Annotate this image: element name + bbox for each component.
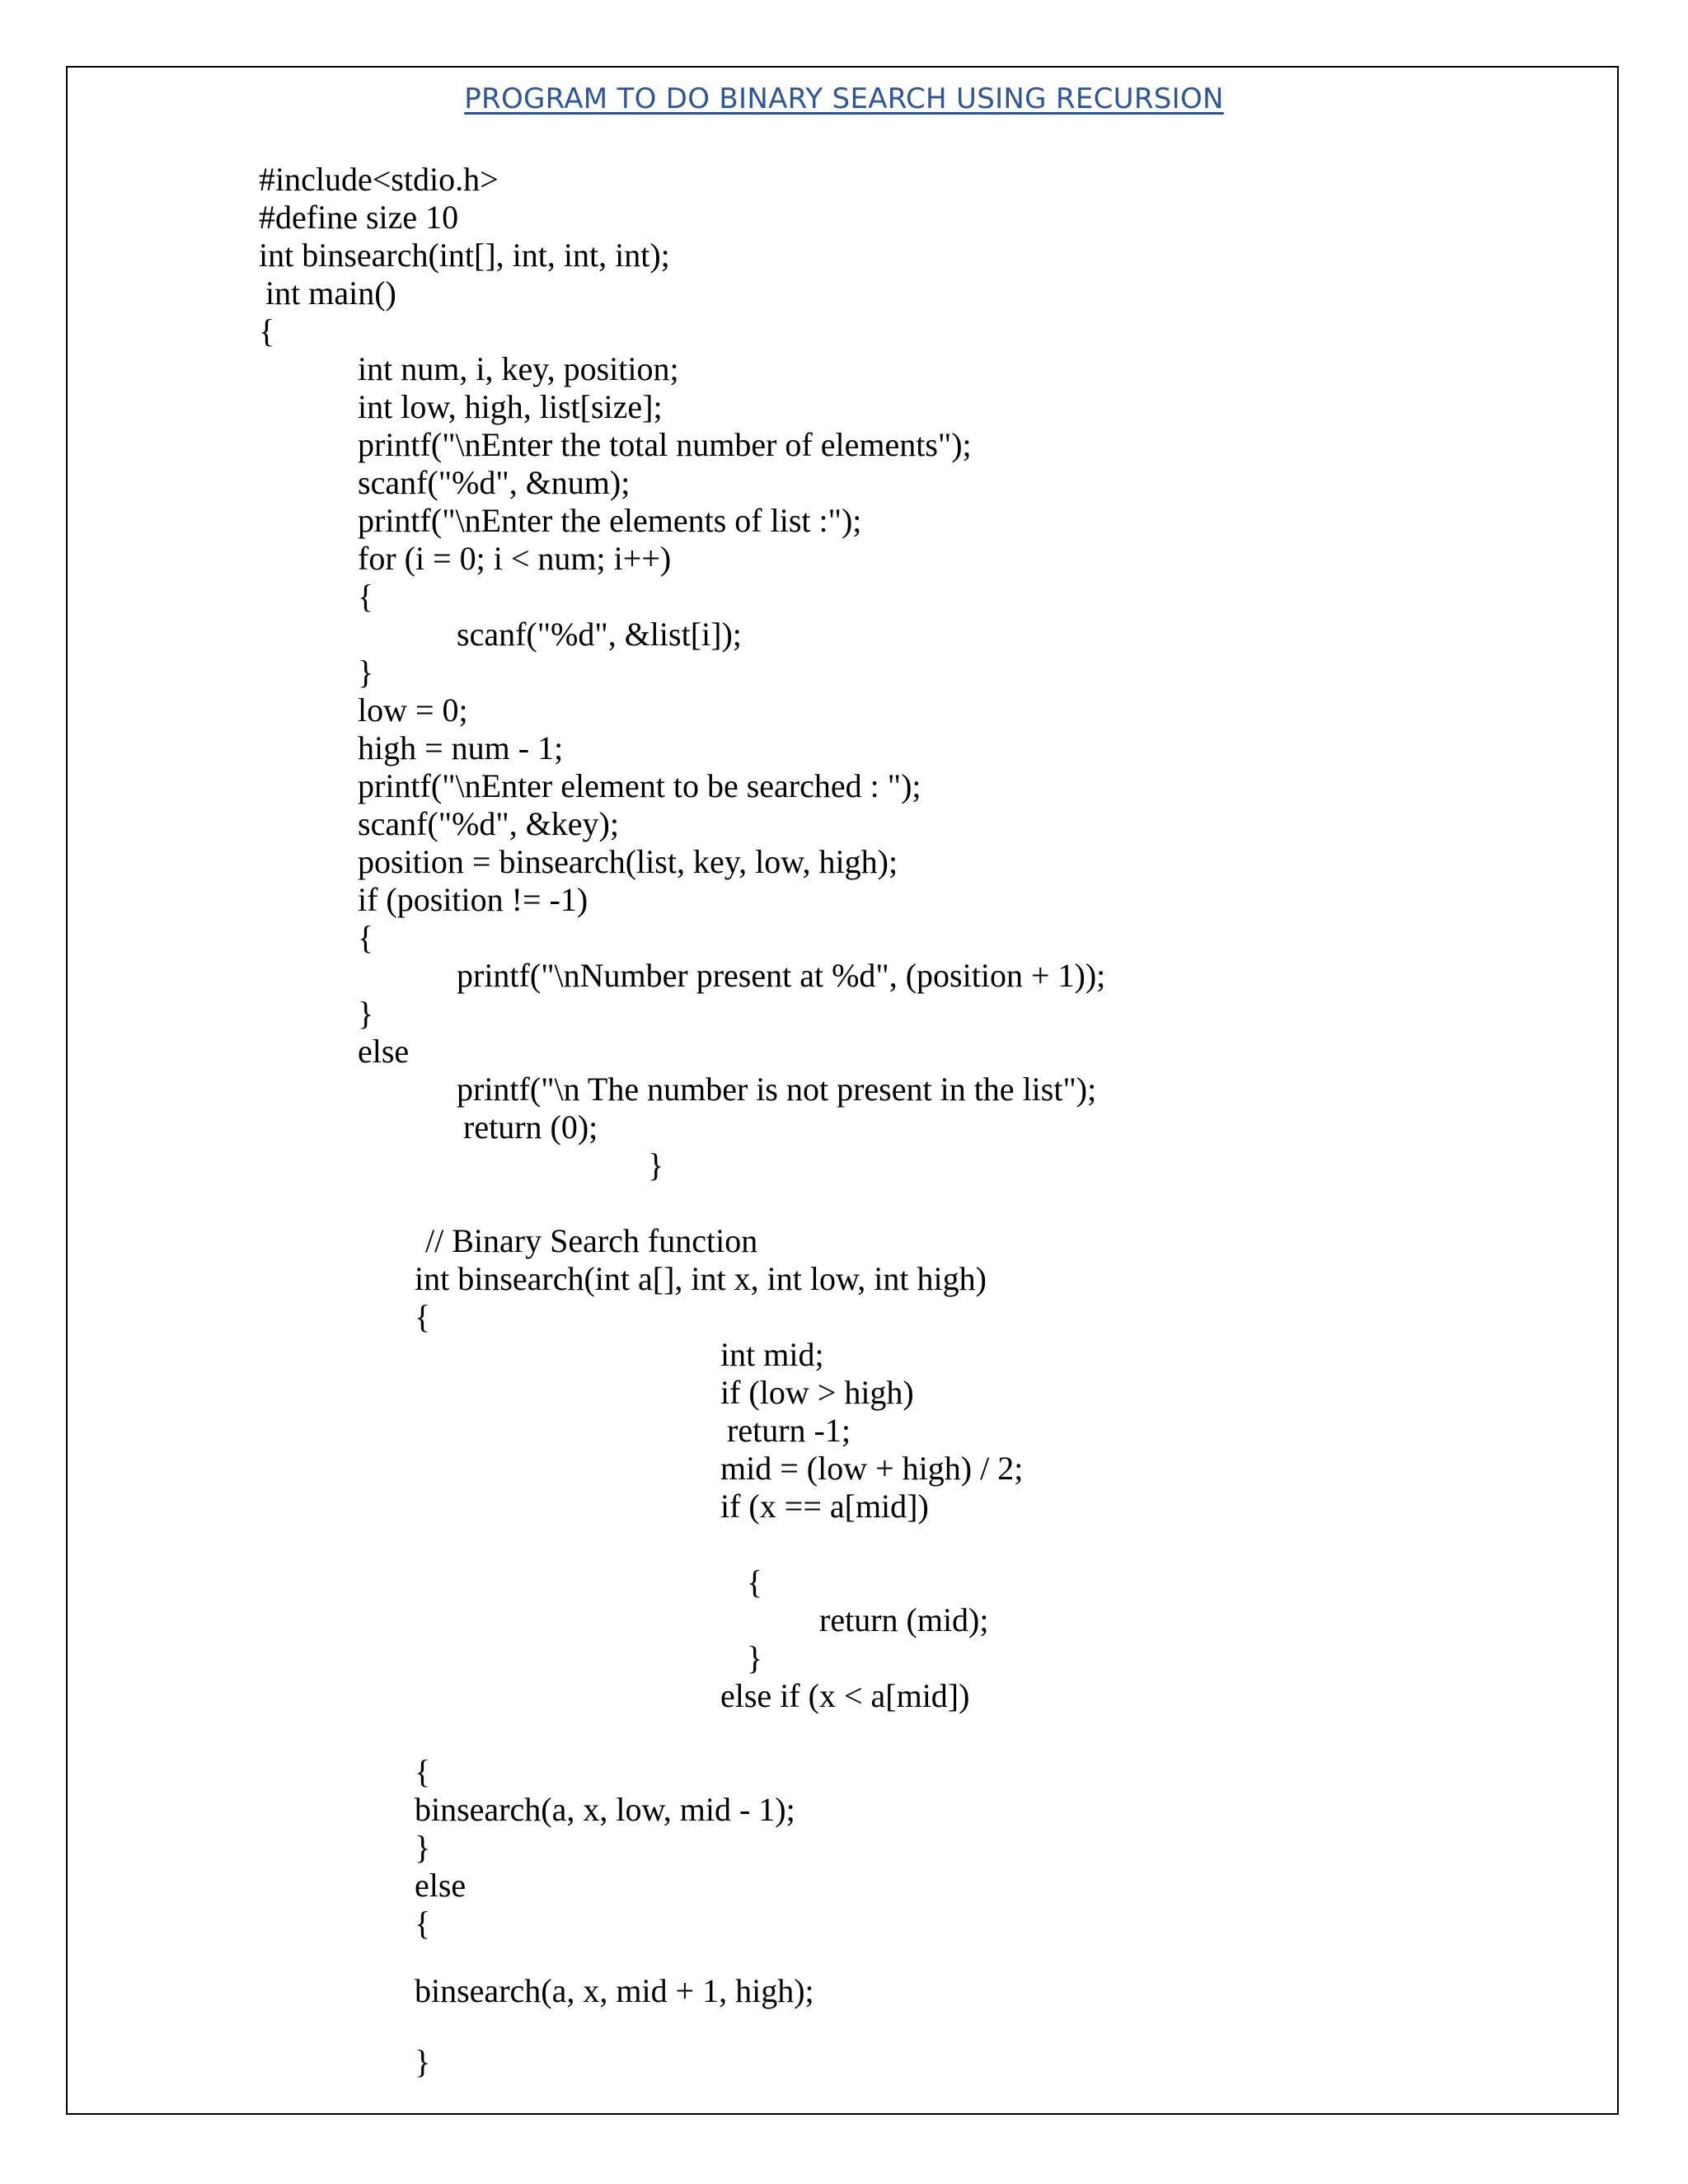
- code-line: int binsearch(int a[], int x, int low, int high): [415, 1260, 987, 1297]
- code-line: if (position != -1): [358, 881, 588, 918]
- code-line: int mid;: [720, 1336, 824, 1373]
- code-line: }: [648, 1146, 664, 1183]
- code-line: else: [358, 1033, 410, 1070]
- code-line: printf("\nEnter the elements of list :");: [358, 502, 862, 539]
- code-line: {: [358, 919, 374, 956]
- code-line: binsearch(a, x, mid + 1, high);: [415, 1972, 814, 2009]
- code-line: if (low > high): [720, 1374, 914, 1411]
- code-line: high = num - 1;: [358, 729, 564, 766]
- code-line: {: [259, 312, 275, 349]
- code-line: {: [415, 1753, 431, 1790]
- code-line: return (0);: [463, 1108, 598, 1146]
- code-line: low = 0;: [358, 691, 468, 729]
- code-line: #define size 10: [259, 199, 459, 236]
- code-line: }: [747, 1639, 763, 1676]
- code-line: int main(): [265, 274, 396, 312]
- code-line: {: [358, 578, 374, 615]
- code-line: scanf("%d", &num);: [358, 464, 631, 501]
- code-line: printf("\nEnter the total number of elements");: [358, 426, 972, 463]
- code-line: scanf("%d", &key);: [358, 805, 619, 842]
- code-line: }: [358, 995, 374, 1032]
- code-line: printf("\n The number is not present in the list");: [457, 1071, 1097, 1108]
- code-line: #include<stdio.h>: [259, 161, 499, 198]
- code-line: printf("\nNumber present at %d", (position + 1));: [457, 957, 1106, 994]
- code-line: }: [358, 654, 374, 691]
- code-line: scanf("%d", &list[i]);: [457, 616, 742, 653]
- code-line: binsearch(a, x, low, mid - 1);: [415, 1791, 795, 1828]
- code-line: return -1;: [727, 1412, 851, 1449]
- code-line: for (i = 0; i < num; i++): [358, 540, 672, 577]
- code-line: int low, high, list[size];: [358, 388, 663, 425]
- code-line: position = binsearch(list, key, low, high);: [358, 843, 898, 880]
- code-line: mid = (low + high) / 2;: [720, 1450, 1024, 1487]
- code-line: int binsearch(int[], int, int, int);: [259, 237, 670, 274]
- code-line: {: [747, 1563, 763, 1601]
- code-line: // Binary Search function: [425, 1222, 758, 1259]
- code-line: {: [415, 1298, 431, 1335]
- document-title: PROGRAM TO DO BINARY SEARCH USING RECURSION: [464, 82, 1224, 115]
- code-line: if (x == a[mid]): [720, 1488, 929, 1525]
- code-line: return (mid);: [819, 1601, 989, 1638]
- code-line: {: [415, 1905, 431, 1942]
- code-line: }: [415, 1829, 431, 1866]
- code-line: int num, i, key, position;: [358, 350, 679, 387]
- code-line: else if (x < a[mid]): [720, 1677, 970, 1714]
- code-line: }: [415, 2043, 431, 2080]
- code-line: printf("\nEnter element to be searched : ");: [358, 767, 921, 804]
- code-line: else: [415, 1867, 467, 1904]
